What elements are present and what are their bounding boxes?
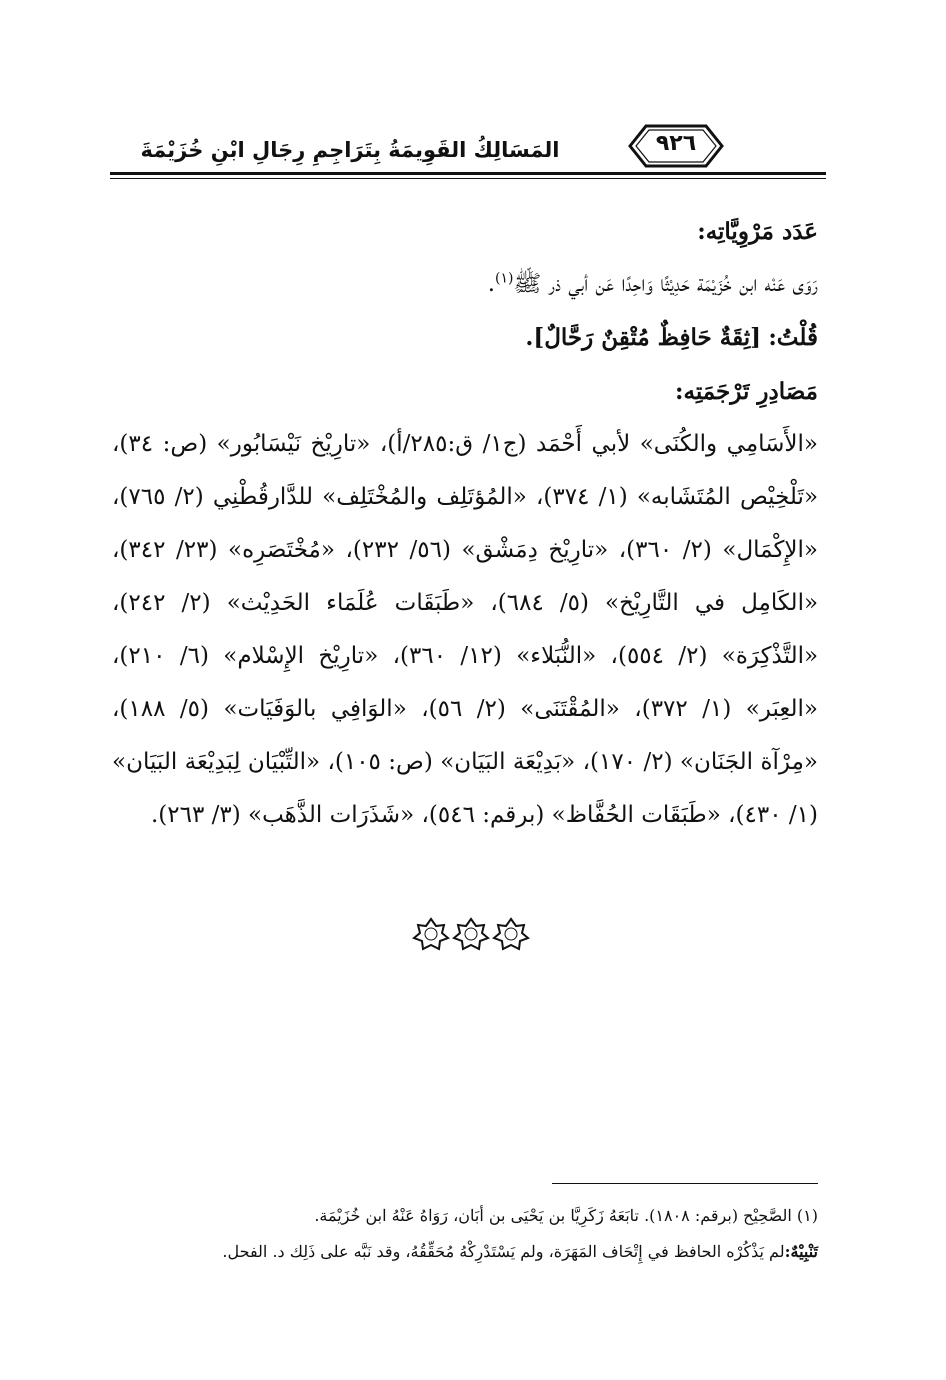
tanbih-text: لم يَذْكُرْه الحافظ في إِتْحَاف المَهَرَة، ولم يَسْتَدْرِكْهُ مُحَقِّقُهُ، وقد نَبَّه على ذَلِك د. الفحل. <box>222 1242 785 1261</box>
footnotes <box>112 1198 818 1270</box>
narration-text: رَوَى عَنْه ابن خُزَيْمَة حَدِيْثًا وَاحِدًا عَن أبي ذر ﷺ <box>513 271 818 297</box>
narration-paragraph <box>112 258 818 311</box>
footnote-marker: (١) <box>495 270 514 287</box>
page-number: ٩٢٦ <box>655 131 697 156</box>
heading-sources: مَصَادِرِ تَرْجَمَتِه: <box>675 378 818 405</box>
page-header <box>110 120 826 190</box>
header-rule-thick <box>110 172 826 175</box>
sources-paragraph: «الأَسَامِي والكُنَى» لأبي أَحْمَد (ج١/ ق:٢٨٥/أ)، «تارِيْخ نَيْسَابُور» (ص: ٣٤)، «تَلْخِيْص المُتَشَابه» (١/ ٣٧٤)، «المُؤتَلِف والمُخْتَلِف» للدَّارقُطْنِي (٢/ ٧٦٥)، «الإِكْمَال» (٢/ ٣٦٠)، «تارِيْخ دِمَشْق» (٥٦/ ٢٣٢)، «مُخْتَصَرِه» (٢٣/ ٣٤٢)، «الكَامِل في التَّارِيْخ» (٥/ ٦٨٤)، «طَبَقَات عُلَمَاء الحَدِيْث» (٢/ ٢٤٢)، «التَّذْكِرَة» (٢/ ٥٥٤)، «النُّبَلاء» (١٢/ ٣٦٠)، «تارِيْخ الإِسْلام» (٦/ ٢١٠)، «العِبَر» (١/ ٣٧٢)، «المُقْتَنَى» (٢/ ٥٦)، «الوَافِي بالوَفَيَات» (٥/ ١٨٨)، «مِرْآة الجَنَان» (٢/ ١٧٠)، «بَدِيْعَة البَيَان» (ص: ١٠٥)، «التِّبْيَان لِبَدِيْعَة البَيَان» (١/ ٤٣٠)، «طَبَقَات الحُفَّاظ» (برقم: ٥٤٦)، «شَذَرَات الذَّهَب» (٣/ ٢٦٣). <box>112 431 819 828</box>
running-title: المَسَالِكُ القَوِيمَةُ بِتَرَاجِمِ رِجَالِ ابْنِ خُزَيْمَةَ <box>140 138 560 162</box>
qultu-text: [ثِقَةٌ حَافِظٌ مُتْقِنٌ رَحَّالٌ]. <box>525 324 761 351</box>
footnote-1: (١) الصَّحِيْح (برقم: ١٨٠٨). تابَعَهُ زَكَرِيَّا بن يَحْيَى بن أبَان، رَوَاهُ عَنْهُ ابن خُزَيْمَة. <box>314 1206 818 1225</box>
main-text <box>112 205 818 842</box>
page-number-badge <box>626 120 726 172</box>
qultu-label: قُلْتُ: <box>768 324 818 351</box>
footnote-separator <box>552 1183 818 1184</box>
qultu-paragraph <box>112 311 818 365</box>
header-rule-thin <box>110 178 826 179</box>
narration-end: . <box>487 271 496 297</box>
tanbih-note <box>112 1234 818 1270</box>
section-ornament <box>406 915 536 951</box>
heading-narrations: عَدَد مَرْوِيَّاتِه: <box>697 218 818 245</box>
tanbih-label: تَنْبِيْهٌ: <box>784 1242 818 1261</box>
star-ornament-icon <box>406 915 536 951</box>
